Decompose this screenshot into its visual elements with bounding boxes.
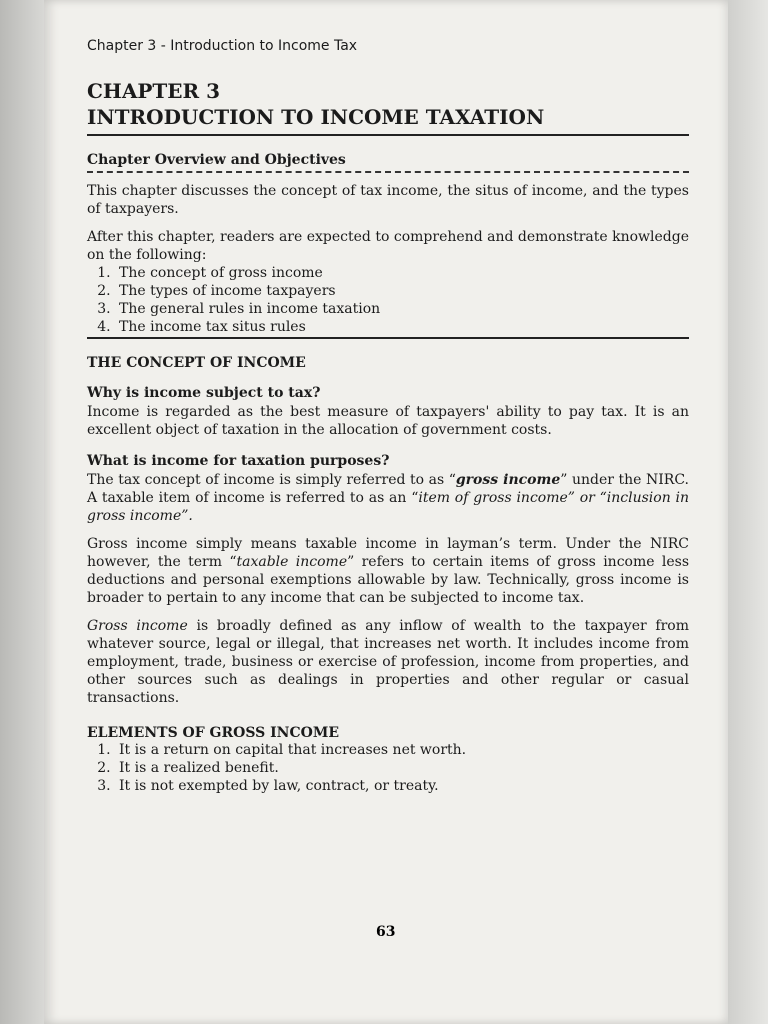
list-item: 4. The income tax situs rules xyxy=(115,318,689,336)
emphasis: gross income xyxy=(455,472,561,488)
list-item: 3. The general rules in income taxation xyxy=(115,300,689,318)
section-rule xyxy=(87,337,689,339)
definition-paragraph xyxy=(87,617,689,707)
list-item: 1. It is a return on capital that increases net worth. xyxy=(115,741,689,759)
emphasis: taxable income xyxy=(236,554,348,570)
list-item: 1. The concept of gross income xyxy=(115,264,689,282)
question-heading: What is income for taxation purposes? xyxy=(87,453,390,469)
list-item: 2. It is a realized benefit. xyxy=(115,759,689,777)
overview-intro: This chapter discusses the concept of tax income, the situs of income, and the types of taxpayers. xyxy=(87,183,689,217)
elements-heading: ELEMENTS OF GROSS INCOME xyxy=(87,725,339,741)
objectives-list xyxy=(87,264,689,336)
list-item: 2. The types of income taxpayers xyxy=(115,282,689,300)
gross-income-paragraph xyxy=(87,471,689,525)
overview-heading: Chapter Overview and Objectives xyxy=(87,152,346,168)
elements-list xyxy=(87,741,689,795)
text-run: Gross income simply means taxable income in layman’s term. Under the NIRC however, the term “ xyxy=(87,536,689,570)
taxable-income-paragraph xyxy=(87,535,689,607)
concept-heading: THE CONCEPT OF INCOME xyxy=(87,355,306,371)
title-rule xyxy=(87,134,689,136)
page-number: 63 xyxy=(376,924,396,940)
overview-lead: After this chapter, readers are expected to comprehend and demonstrate knowledge on the following: xyxy=(87,229,689,263)
text-run: ” under the NIRC. A taxable item of income is referred to as an “ xyxy=(87,472,689,506)
emphasis: item of gross income” or “inclusion in gross income”. xyxy=(87,490,689,524)
text-run: ” refers to certain items of gross income less deductions and personal exemptions allowable by law. Technically, gross income is broader to pertain to any income that can be subjected to income tax. xyxy=(87,554,690,606)
chapter-label: CHAPTER 3 xyxy=(87,79,220,103)
binding-shadow xyxy=(0,0,44,1024)
list-item: 3. It is not exempted by law, contract, or treaty. xyxy=(115,777,689,795)
emphasis: Gross income xyxy=(87,618,188,634)
chapter-title: INTRODUCTION TO INCOME TAXATION xyxy=(87,105,545,129)
dashed-rule xyxy=(87,171,689,173)
page-content xyxy=(87,38,689,795)
running-head: Chapter 3 - Introduction to Income Tax xyxy=(87,38,358,54)
book-page xyxy=(44,0,728,1024)
text-run: is broadly defined as any inflow of wealth to the taxpayer from whatever source, legal or illegal, that increases net worth. It includes income from employment, trade, business or exercise of profession, income from properties, and other sources such as dealings in properties and other regular or casual transactions. xyxy=(87,618,689,706)
question-heading: Why is income subject to tax? xyxy=(87,385,321,401)
text-run: The tax concept of income is simply referred to as “ xyxy=(87,472,456,488)
answer-paragraph: Income is regarded as the best measure of taxpayers' ability to pay tax. It is an excellent object of taxation in the allocation of government costs. xyxy=(87,404,689,438)
right-margin-shadow xyxy=(728,0,768,1024)
